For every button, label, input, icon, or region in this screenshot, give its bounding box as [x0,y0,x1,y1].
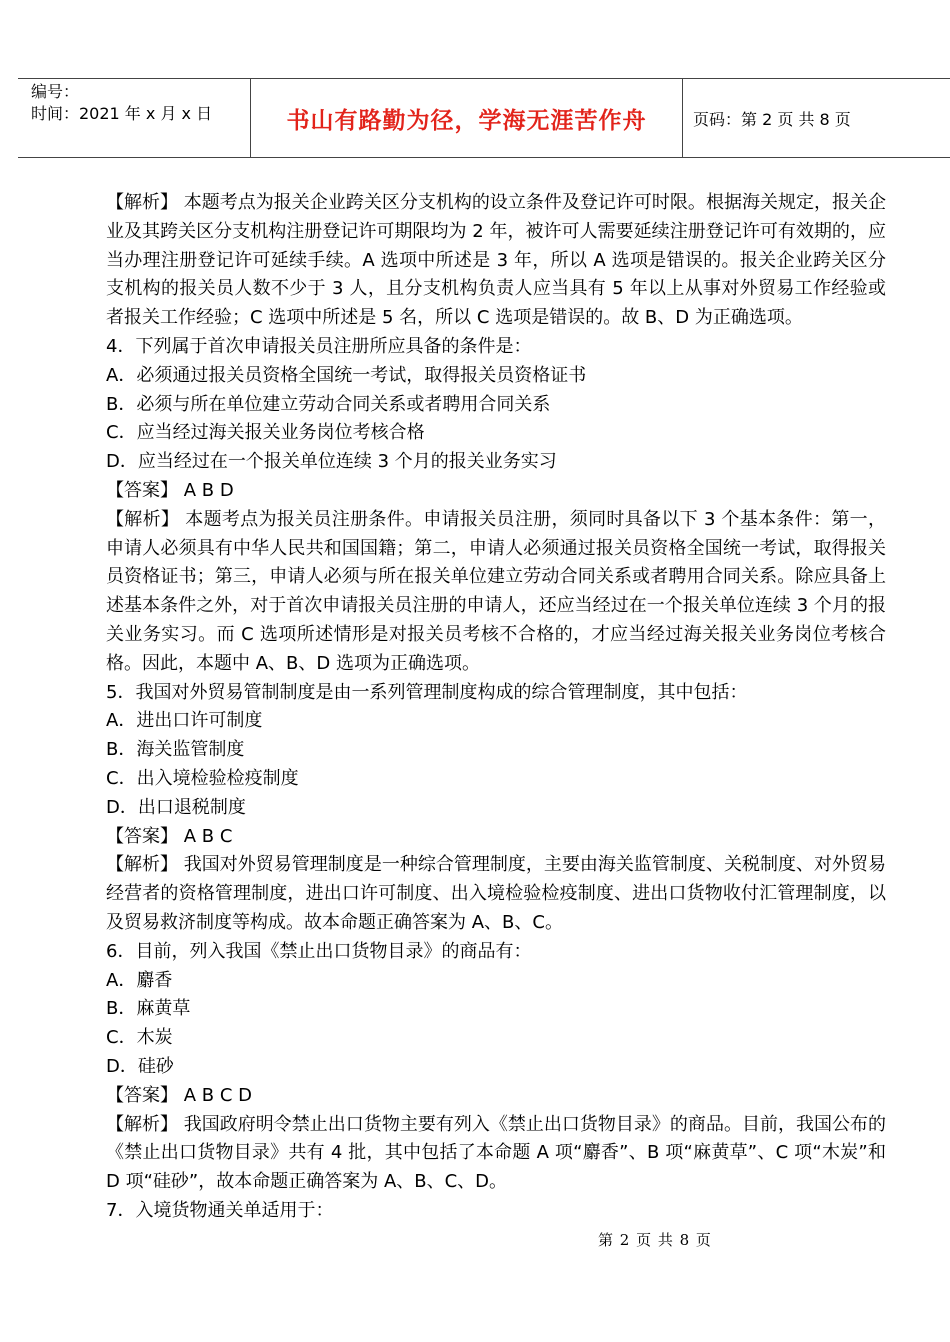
answer: 【答案】 A B D [106,479,234,501]
question: 6．目前，列入我国《禁止出口货物目录》的商品有： [106,940,532,962]
paragraph: 【解析】 本题考点为报关企业跨关区分支机构的设立条件及登记许可时限。根据海关规定，报关企业及其跨关区分支机构注册登记许可期限均为 2 年，被许可人需要延续注册登记许可有效期的，应当办理注册登记许可延续手续。A 选项中所述是 3 年，所以 A 选项是错误的。报关企业跨关区分支机构的报关员人数不少于 3 人，且分支机构负责人应当具有 5 年以上从事对外贸易工作经验或者报关工作经验；C 选项中所述是 5 名，所以 C 选项是错误的。故 B、D 为正确选项。 [106,192,886,329]
option: D．硅砂 [106,1055,174,1077]
option: C．木炭 [106,1027,173,1049]
answer: 【答案】 A B C [106,825,233,847]
question: 4．下列属于首次申请报关员注册所应具备的条件是： [106,335,532,357]
header-motto: 书山有路勤为径，学海无涯苦作舟 [286,107,647,134]
option: A．必须通过报关员资格全国统一考试，取得报关员资格证书 [106,364,587,386]
question: 5．我国对外贸易管制制度是由一系列管理制度构成的综合管理制度，其中包括： [106,681,748,703]
header-info [18,79,251,157]
option: C．应当经过海关报关业务岗位考核合格 [106,422,425,444]
option: A．麝香 [106,969,173,991]
option: B．海关监管制度 [106,739,245,761]
option: B．麻黄草 [106,998,191,1020]
page-header [18,78,950,158]
document-body [106,189,886,1226]
option: D．应当经过在一个报关单位连续 3 个月的报关业务实习 [106,451,557,473]
option: B．必须与所在单位建立劳动合同关系或者聘用合同关系 [106,393,551,415]
document-number: 编号： [31,82,80,101]
option: C．出入境检验检疫制度 [106,767,299,789]
header-page-number: 页码：第 2 页 共 8 页 [693,109,851,129]
option: A．进出口许可制度 [106,710,263,732]
document-date: 时间：2021 年 x 月 x 日 [31,104,213,123]
question: 7．入境货物通关单适用于： [106,1199,334,1221]
header-motto-cell [251,79,683,157]
paragraph: 【解析】 本题考点为报关员注册条件。申请报关员注册，须同时具备以下 3 个基本条件：第一，申请人必须具有中华人民共和国国籍；第二，申请人必须通过报关员资格全国统一考试，取得报关员资格证书；第三，申请人必须与所在报关单位建立劳动合同关系或者聘用合同关系。除应具备上述基本条件之外，对于首次申请报关员注册的申请人，还应当经过在一个报关单位连续 3 个月的报关业务实习。而 C 选项所述情形是对报关员考核不合格的，才应当经过海关报关业务岗位考核合格。因此，本题中 A、B、D 选项为正确选项。 [106,508,886,674]
paragraph: 【解析】 我国政府明令禁止出口货物主要有列入《禁止出口货物目录》的商品。目前，我国公布的《禁止出口货物目录》共有 4 批，其中包括了本命题 A 项“麝香”、B 项“麻黄草”、C 项“木炭”和 D 项“硅砂”，故本命题正确答案为 A、B、C、D。 [106,1113,886,1193]
paragraph: 【解析】 我国对外贸易管理制度是一种综合管理制度，主要由海关监管制度、关税制度、对外贸易经营者的资格管理制度，进出口许可制度、出入境检验检疫制度、进出口货物收付汇管理制度，以及贸易救济制度等构成。故本命题正确答案为 A、B、C。 [106,854,886,933]
header-page-cell [683,79,950,157]
page-footer: 第 2 页 共 8 页 [598,1231,712,1249]
answer: 【答案】 A B C D [106,1084,252,1106]
option: D．出口退税制度 [106,796,246,818]
